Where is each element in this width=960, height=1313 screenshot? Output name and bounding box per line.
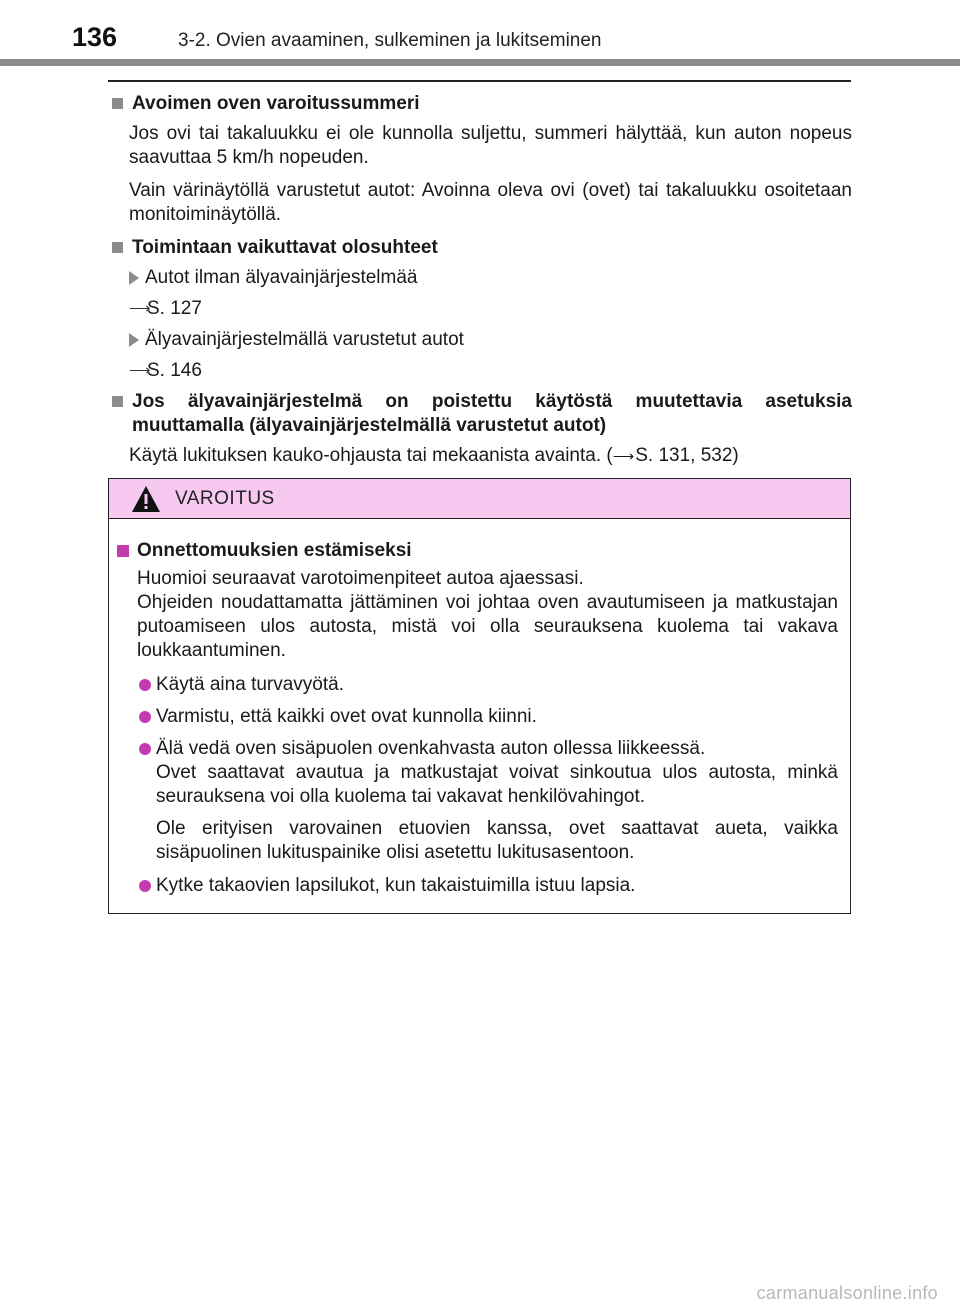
list-item [110,266,852,290]
paragraph [110,444,852,469]
warning-list-item [117,874,838,898]
warning-item-text: Älä vedä oven sisäpuolen ovenkahvasta auton ollessa liikkeessä. Ovet saattavat avautua ja matkustajat voivat sinkoutua ulos autosta, minkä seurauksena voi olla kuolema tai vakavat henkilövahingot. [156,738,838,807]
warning-box [108,478,851,914]
page-reference-text[interactable]: S. 127 [147,298,202,319]
dot-bullet-icon [139,880,151,892]
list-item-text: Autot ilman älyavainjärjestelmää [145,267,418,288]
warning-heading [117,539,838,563]
section-title-door-buzzer: Avoimen oven varoitussummeri [132,93,420,114]
warning-item-text: Varmistu, että kaikki ovet ovat kunnolla kiinni. [156,706,537,727]
page-header [0,0,960,68]
page-number: 136 [72,22,118,52]
main-content [110,92,852,478]
warning-list-item [117,673,838,697]
warning-header [109,479,850,519]
warning-item-text: Kytke takaovien lapsilukot, kun takaistuimilla istuu lapsia. [156,875,636,896]
chapter-title: 3-2. Ovien avaaminen, sulkeminen ja lukitseminen [178,30,602,51]
section-heading [110,390,852,438]
warning-triangle-icon [131,485,161,513]
page-reference-text[interactable]: S. 146 [147,360,202,381]
paragraph: Vain värinäytöllä varustetut autot: Avoinna oleva ovi (ovet) tai takaluukku osoitetaan monitoiminäytöllä. [129,180,852,225]
page-reference-text[interactable]: S. 131, 532) [635,445,739,466]
square-bullet-icon [112,242,123,253]
right-arrow-icon: ⟶ [129,300,151,317]
triangle-right-icon [129,333,139,347]
section-title-smart-key-disabled: Jos älyavainjärjestelmä on poistettu käytöstä muutettavia asetuksia muuttamalla (älyavainjärjestelmällä varustetut autot) [132,391,852,436]
section-title-conditions: Toimintaan vaikuttavat olosuhteet [132,237,438,258]
watermark: carmanualsonline.info [756,1283,938,1303]
warning-body [109,519,850,898]
list-item [110,328,852,352]
warning-list-item [117,737,838,809]
section-heading [110,236,852,260]
page-reference[interactable] [110,297,852,321]
square-bullet-icon [112,396,123,407]
dot-bullet-icon [139,711,151,723]
dot-bullet-icon [139,743,151,755]
warning-intro: Huomioi seuraavat varotoimenpiteet autoa ajaessasi. Ohjeiden noudattamatta jättäminen voi johtaa oven avautumiseen ja matkustajan putoamiseen ulos autosta, mistä voi olla seurauksena kuolema tai vakava loukkaantuminen. [137,568,838,661]
paragraph: Jos ovi tai takaluukku ei ole kunnolla suljettu, summeri hälyttää, kun auton nopeus saavuttaa 5 km/h nopeuden. [129,123,852,168]
triangle-right-icon [129,271,139,285]
list-item-text: Älyavainjärjestelmällä varustetut autot [145,329,464,350]
warning-sub-paragraph: Ole erityisen varovainen etuovien kanssa, ovet saattavat aueta, vaikka sisäpuolinen lukituspainike olisi asetettu lukitusasentoon. [156,818,838,863]
page-reference[interactable] [110,359,852,383]
warning-heading-text: Onnettomuuksien estämiseksi [137,540,412,561]
warning-label: VAROITUS [175,487,275,509]
square-bullet-icon [112,98,123,109]
right-arrow-icon: ⟶ [129,362,151,379]
warning-item-text: Käytä aina turvavyötä. [156,674,344,695]
top-divider [108,80,851,82]
warning-list-item [117,705,838,729]
section-heading [110,92,852,116]
paragraph-text: Käytä lukituksen kauko-ohjausta tai mekaanista avainta. ( [129,445,613,466]
square-bullet-icon [117,545,129,557]
header-rule [0,59,960,66]
dot-bullet-icon [139,679,151,691]
right-arrow-icon: ⟶ [612,448,635,465]
